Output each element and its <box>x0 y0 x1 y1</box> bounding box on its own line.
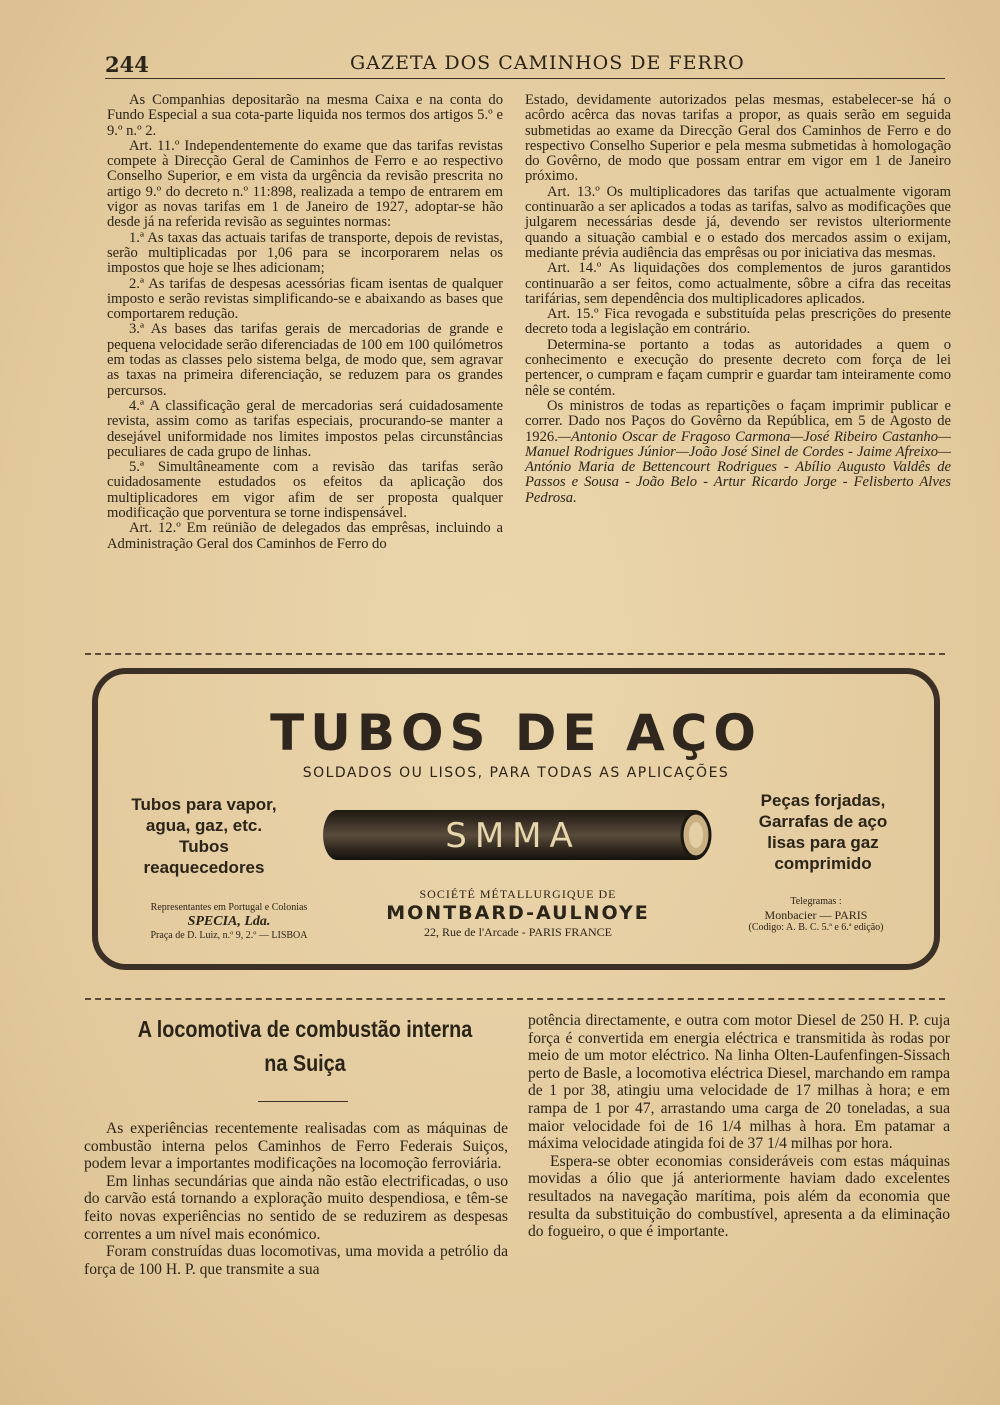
paragraph: Art. 13.º Os multiplicadores das tarifas que actualmente vigoram continuarão a ser aplicados a todas as tarifas, salvo as modificações que julgarem necessárias desde já, devendo ser revistos ulteriormente quando a situação cambial e o estado dos mercados assim o exijam, mediante prévia audiência das emprêsas ou por iniciativa das mesmas. <box>525 183 951 261</box>
section-divider <box>85 653 945 655</box>
paragraph: potência directamente, e outra com motor Diesel de 250 H. P. cuja força é convertida em energia eléctrica e transmitida às rodas por meio de um motor eléctrico. Na linha Olten-Laufenfingen-Sissach perto de Basle, a locomotiva eléctrica Diesel, marchando em rampa de 1 por 38, atingiu uma velocidade de 17 milhas à hora; e em rampa de 1 por 47, arrastando uma carga de 20 toneladas, a sua maior velocidade foi de 16 1/4 milhas à hora. Em patamar a máxima velocidade atingida foi de 37 1/4 milhas por hora. <box>528 1012 950 1153</box>
title-line: A locomotiva de combustão interna <box>137 1016 473 1042</box>
paragraph: As Companhias depositarão na mesma Caixa e na conta do Fundo Especial a sua cota-parte liquida nos termos dos artigos 5.º e 9.º n.º 2. <box>107 92 503 139</box>
paragraph: Foram construídas duas locomotivas, uma movida a petrólio da força de 100 H. P. que transmite a sua <box>84 1243 508 1278</box>
ad-line: Peças forjadas, <box>760 791 886 810</box>
signatures: —Antonio Oscar de Fragoso Carmona—José Ribeiro Castanho—Manuel Rodrigues Júnior—João José Sinel de Cordes - Jaime Afreixo—António Maria de Bettencourt Rodrigues - Abílio Augusto Valdês de Passos e Sousa - João Belo - Artur Ricardo Jorge - Felisberto Alves Pedrosa. <box>525 428 951 506</box>
ad-line: agua, gaz, etc. <box>145 816 263 835</box>
ad-company: MONTBARD-AULNOYE <box>386 902 650 924</box>
paragraph: Determina-se portanto a todas as autoridades a quem o conhecimento e execução do presente decreto com força de lei pertencer, o cumpram e façam cumprir e guardar tam inteiramente como nêle se contém. <box>525 336 951 399</box>
ad-products-right <box>728 790 918 874</box>
paragraph: Art. 11.º Independentemente do exame que das tarifas revistas compete à Direcção Geral de Caminhos de Ferro e ao respectivo Conselho Superior, e em vista da urgência da revisão prescrita no artigo 9.º do decreto n.º 11:898, realizada a tempo de entrarem em vigor as novas tarifas em 1 de Janeiro de 1927, adoptar-se hão desde já na referida revisão as seguintes normas: <box>107 137 503 231</box>
ad-line: reaquecedores <box>143 858 265 877</box>
header-rule <box>105 78 945 79</box>
article-left-column <box>84 1120 508 1278</box>
paragraph: 3.ª As bases das tarifas gerais de mercadorias de grande e pequena velocidade serão diferenciadas de 100 em 100 quilómetros em todas as classes pelo sistema belga, de modo que, sem agravar as taxas na primeira diferenciação, se reduzem para os grandes percursos. <box>107 321 503 399</box>
paragraph: Em linhas secundárias que ainda não estão electrificadas, o uso do carvão está tornando a exploração muito despendiosa, e têm-se feito novas experiências no sentido de se reduzirem as despesas correntes a um nível mais económico. <box>84 1172 508 1243</box>
ad-line: Tubos <box>179 837 229 856</box>
ad-address: 22, Rue de l'Arcade - PARIS FRANCE <box>423 925 613 939</box>
ad-representatives <box>114 902 344 942</box>
rep-name: SPECIA, Lda. <box>187 914 271 929</box>
paragraph: Art. 15.º Fica revogada e substituída pelas prescrições do presente decreto toda a legislação em contrário. <box>525 306 951 338</box>
page-header <box>105 48 945 78</box>
paragraph: As experiências recentemente realisadas com as máquinas de combustão interna pelos Caminhos de Ferro Federais Suiços, podem levar a importantes modificações na locomoção ferroviária. <box>84 1120 508 1173</box>
ad-line: Tubos para vapor, <box>131 795 277 814</box>
paragraph <box>525 399 951 506</box>
rep-address: Praça de D. Luiz, n.º 9, 2.º — LISBOA <box>150 930 308 941</box>
tel-value: Monbacier — PARIS <box>764 908 868 922</box>
ad-telegrams <box>716 896 916 934</box>
page-number: 244 <box>105 52 149 77</box>
section-divider <box>85 998 945 1000</box>
article-right-column <box>528 1012 950 1241</box>
ad-subtitle: SOLDADOS OU LISOS, PARA TODAS AS APLICAÇÕES <box>302 765 730 781</box>
article-title <box>133 1012 477 1080</box>
ad-line: lisas para gaz <box>767 833 879 852</box>
rep-label: Representantes em Portugal e Colonias <box>150 902 308 913</box>
title-line: na Suiça <box>264 1050 346 1076</box>
advertisement <box>92 668 940 970</box>
logo-text: SMMA <box>445 816 581 856</box>
paragraph: 5.ª Simultâneamente com a revisão das tarifas serão cuidadosamente estudados os efeitos da aplicação dos multiplicadores em vigor afim de ser proposta qualquer modificação que porventura se torne indispensável. <box>107 459 503 522</box>
paragraph: 4.ª A classificação geral de mercadorias será cuidadosamente revista, assim como as tarifas especiais, procurando-se manter a desejável uniformidade nos limites impostos pelas circunstâncias peculiares de cada grupo de linhas. <box>107 397 503 460</box>
ad-society: SOCIÉTÉ MÉTALLURGIQUE DE <box>419 887 617 901</box>
paragraph: Estado, devidamente autorizados pelas mesmas, estabelecer-se há o acôrdo acêrca das novas tarifas a propor, as quais serão em seguida submetidas ao exame da Direcção Geral dos Caminhos de Ferro e do respectivo Conselho Superior e pela mesma submetidas à homologação do Govêrno, de modo que possam entrar em vigor em 1 de Janeiro próximo. <box>525 92 951 185</box>
decree-right-column <box>525 93 951 506</box>
paragraph: 1.ª As taxas das actuais tarifas de transporte, depois de revistas, serão multiplicadas por 1,06 para se incorporarem nelas os impostos que hoje se lhes adicionam; <box>107 229 503 277</box>
paragraph: Art. 12.º Em reünião de delegados das emprêsas, incluindo a Administração Geral dos Caminhos de Ferro do <box>107 520 503 552</box>
tel-code: (Codigo: A. B. C. 5.ª e 6.ª edição) <box>748 922 884 933</box>
journal-title: GAZETA DOS CAMINHOS DE FERRO <box>350 52 745 74</box>
paragraph: Espera-se obter economias consideráveis com estas máquinas movidas a ólio que já anteriormente haviam dado excelentes resultados na navegação marítima, pois além da economia que resulta da substituição do combustível, apresenta a da eliminação do fogueiro, o que é importante. <box>528 1152 950 1241</box>
ad-title: TUBOS DE AÇO <box>270 704 762 762</box>
ad-line: comprimido <box>774 854 872 873</box>
paragraph: Art. 14.º As liquidações dos complementos de juros garantidos continuarão a ser feitos, como actualmente, sôbre a cifra das receitas tarifárias, sem dependência dos multiplicadores aplicados. <box>525 260 951 307</box>
ad-products-left <box>114 794 294 878</box>
ad-line: Garrafas de aço <box>758 812 888 831</box>
tel-label: Telegramas : <box>790 896 842 907</box>
steel-tube-logo <box>323 806 713 864</box>
paragraph: 2.ª As tarifas de despesas acessórias ficam isentas de qualquer imposto e serão revistas simplificando-se e abaixando as bases que comportarem redução. <box>107 275 503 323</box>
decree-left-column <box>107 93 503 552</box>
closing-text: Os ministros de todas as repartições o façam imprimir publicar e correr. Dado nos Paços do Govêrno da República, em 5 de Agosto de 1926. <box>525 397 951 445</box>
title-rule <box>258 1101 348 1102</box>
